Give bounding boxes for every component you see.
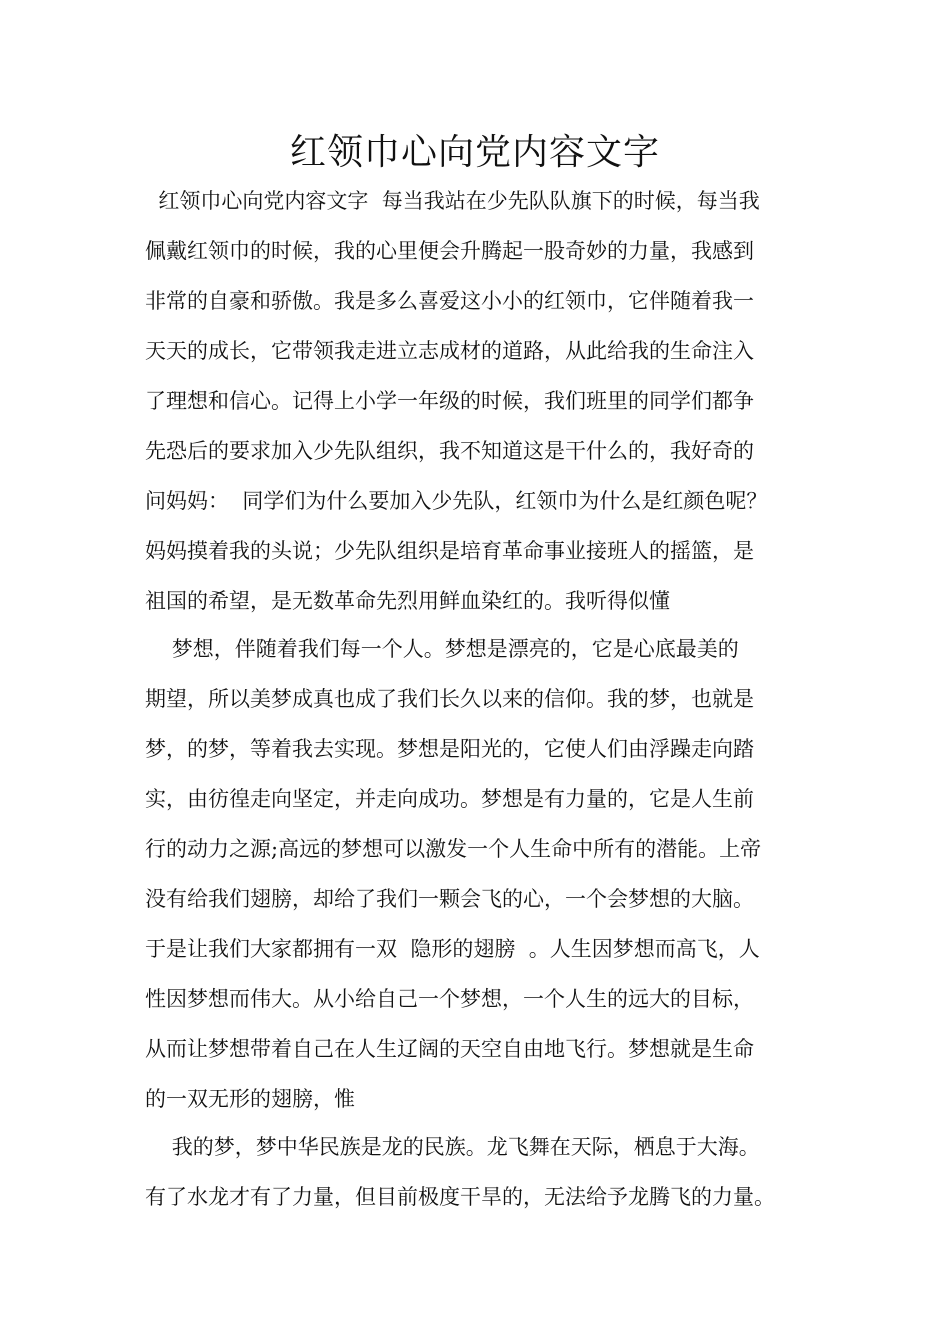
text-line: 先恐后的要求加入少先队组织，我不知道这是干什么的，我好奇的 <box>145 439 754 463</box>
text-line: 我的梦，梦中华民族是龙的民族。龙飞舞在天际，栖息于大海。 <box>145 1135 760 1159</box>
text-line: 期望，所以美梦成真也成了我们长久以来的信仰。我的梦，也就是 <box>145 687 754 711</box>
paragraph-2 <box>145 624 825 1124</box>
text-line: 行的动力之源;高远的梦想可以激发一个人生命中所有的潜能。上帝 <box>145 837 762 861</box>
text-line: 有了水龙才有了力量，但目前极度干旱的，无法给予龙腾飞的力量。 <box>145 1185 775 1209</box>
text-line: 梦想，伴随着我们每一个人。梦想是漂亮的，它是心底最美的 <box>145 637 739 661</box>
text-line: 实，由彷徨走向坚定，并走向成功。梦想是有力量的，它是人生前 <box>145 787 754 811</box>
document-title: 红领巾心向党内容文字 <box>289 132 660 173</box>
paragraph-1 <box>145 176 825 626</box>
text-line: 非常的自豪和骄傲。我是多么喜爱这小小的红领巾，它伴随着我一 <box>145 289 754 313</box>
text-line: 没有给我们翅膀，却给了我们一颗会飞的心，一个会梦想的大脑。 <box>145 887 754 911</box>
text-line: 了理想和信心。记得上小学一年级的时候，我们班里的同学们都争 <box>145 389 754 413</box>
text-line: 红领巾心向党内容文字 每当我站在少先队队旗下的时候，每当我 <box>145 189 760 213</box>
text-line: 从而让梦想带着自己在人生辽阔的天空自由地飞行。梦想就是生命 <box>145 1037 754 1061</box>
text-line: 天天的成长，它带领我走进立志成材的道路，从此给我的生命注入 <box>145 339 754 363</box>
text-line: 问妈妈： 同学们为什么要加入少先队，红领巾为什么是红颜色呢？ <box>145 489 768 513</box>
text-line: 妈妈摸着我的头说；少先队组织是培育革命事业接班人的摇篮，是 <box>145 539 754 563</box>
text-line: 性因梦想而伟大。从小给自己一个梦想，一个人生的远大的目标， <box>145 987 754 1011</box>
text-line: 佩戴红领巾的时候，我的心里便会升腾起一股奇妙的力量，我感到 <box>145 239 754 263</box>
text-line: 于是让我们大家都拥有一双 隐形的翅膀 。人生因梦想而高飞，人 <box>145 937 760 961</box>
text-line: 梦，的梦，等着我去实现。梦想是阳光的，它使人们由浮躁走向踏 <box>145 737 754 761</box>
text-line: 祖国的希望，是无数革命先烈用鲜血染红的。我听得似懂 <box>145 589 670 613</box>
paragraph-3 <box>145 1122 825 1222</box>
text-line: 的一双无形的翅膀，惟 <box>145 1087 355 1111</box>
